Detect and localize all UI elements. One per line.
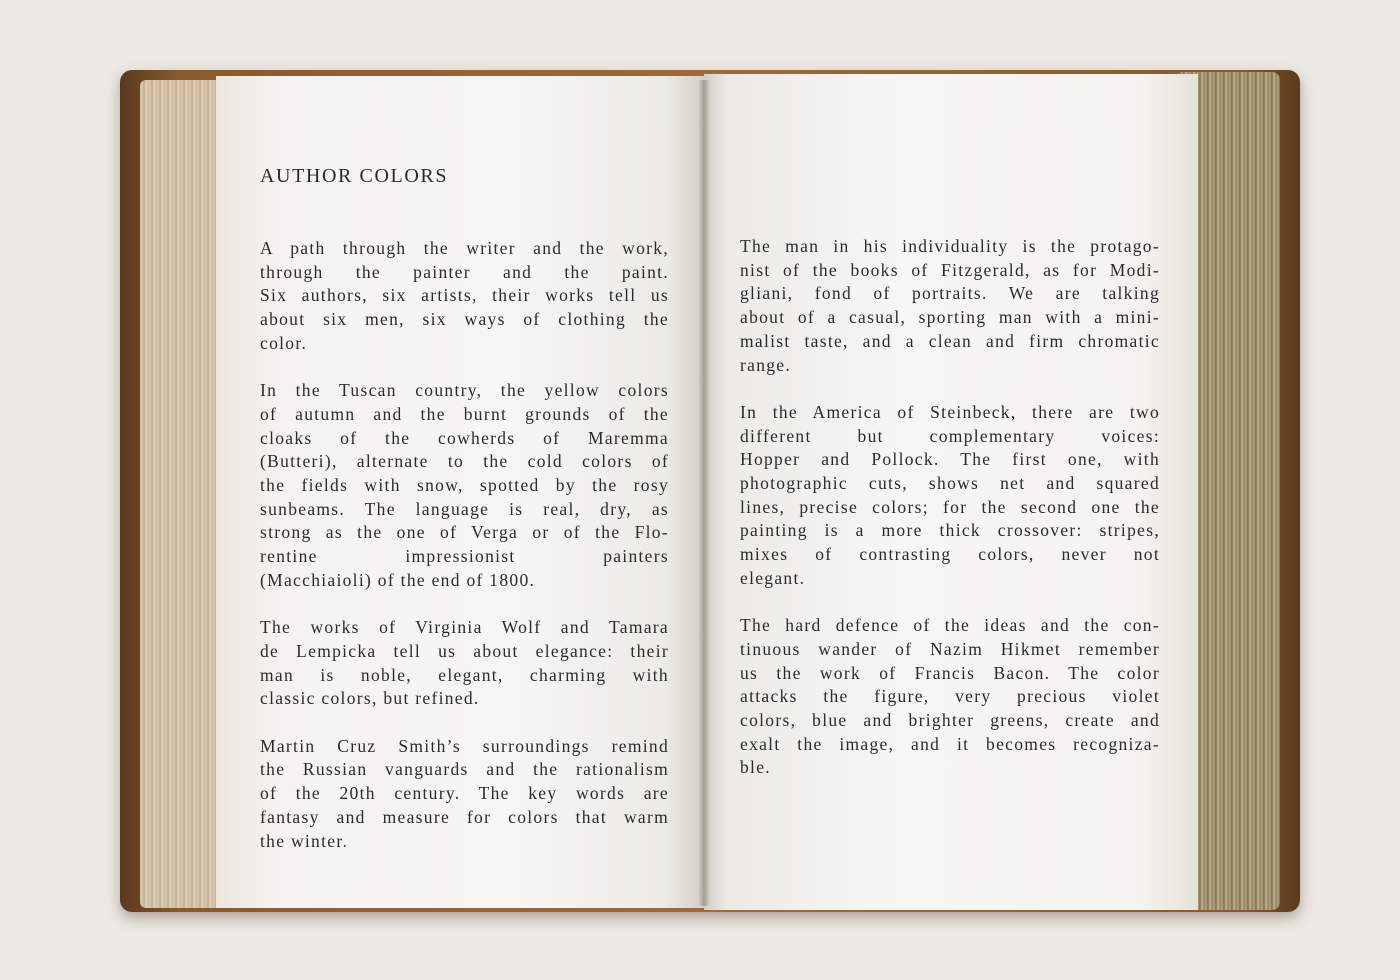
text-line: the fields with snow, spotted by the rosy	[260, 475, 669, 496]
text-line: classic colors, but refined.	[260, 688, 480, 709]
text-line: ble.	[740, 757, 771, 778]
text-line: gliani, fond of portraits. We are talking	[740, 283, 1160, 304]
text-line: In the America of Steinbeck, there are two	[740, 401, 1160, 422]
text-line: different but complementary voices:	[740, 425, 1160, 446]
text-line: de Lempicka tell us about elegance: their	[260, 640, 669, 661]
text-line: rentine impressionist painters	[260, 546, 669, 567]
paragraph	[260, 616, 669, 711]
text-line: mixes of contrasting colors, never not	[740, 544, 1160, 565]
text-line: color.	[260, 332, 308, 353]
text-line: lines, precise colors; for the second one the	[740, 496, 1160, 517]
text-line: man is noble, elegant, charming with	[260, 664, 669, 685]
text-line: elegant.	[740, 567, 806, 588]
text-line: painting is a more thick crossover: stripes,	[740, 520, 1160, 541]
text-line: of autumn and the burnt grounds of the	[260, 403, 669, 424]
text-line: exalt the image, and it becomes recogniza-	[740, 733, 1160, 754]
text-line: colors, blue and brighter greens, create and	[740, 710, 1160, 731]
paragraph	[260, 237, 669, 356]
text-line: about of a casual, sporting man with a mini-	[740, 307, 1160, 328]
text-line: the winter.	[260, 830, 349, 851]
paragraph	[260, 735, 669, 854]
text-line: Six authors, six artists, their works tell us	[260, 285, 669, 306]
text-line: cloaks of the cowherds of Maremma	[260, 427, 669, 448]
text-line: range.	[740, 354, 792, 375]
text-line: Hopper and Pollock. The first one, with	[740, 449, 1160, 470]
text-line: photographic cuts, shows net and squared	[740, 473, 1160, 494]
paragraph	[260, 379, 669, 592]
text-line: about six men, six ways of clothing the	[260, 309, 669, 330]
text-line: nist of the books of Fitzgerald, as for Modi-	[740, 259, 1160, 280]
book-gutter	[698, 80, 710, 906]
text-line: A path through the writer and the work,	[260, 238, 669, 258]
text-line: of the 20th century. The key words are	[260, 783, 669, 804]
text-line: attacks the figure, very precious violet	[740, 686, 1160, 707]
right-text-column	[740, 235, 1160, 804]
text-line: (Macchiaioli) of the end of 1800.	[260, 569, 536, 590]
text-line: the Russian vanguards and the rationalism	[260, 759, 669, 780]
text-line: The man in his individuality is the protago-	[740, 236, 1160, 256]
text-line: sunbeams. The language is real, dry, as	[260, 498, 669, 519]
text-line: fantasy and measure for colors that warm	[260, 806, 669, 827]
text-line: malist taste, and a clean and firm chromatic	[740, 330, 1160, 351]
text-line: through the painter and the paint.	[260, 261, 669, 282]
text-line: In the Tuscan country, the yellow colors	[260, 380, 669, 401]
text-line: strong as the one of Verga or of the Flo-	[260, 522, 669, 543]
text-line: Martin Cruz Smith’s surroundings remind	[260, 735, 669, 756]
paragraph	[740, 614, 1160, 780]
paragraph	[740, 401, 1160, 591]
page-heading: AUTHOR COLORS	[260, 165, 449, 187]
text-line: The hard defence of the ideas and the con-	[740, 615, 1160, 636]
paragraph	[740, 235, 1160, 377]
left-text-column	[260, 237, 669, 877]
text-line: tinuous wander of Nazim Hikmet remember	[740, 638, 1160, 659]
text-line: us the work of Francis Bacon. The color	[740, 662, 1160, 683]
text-line: (Butteri), alternate to the cold colors of	[260, 451, 669, 472]
text-line: The works of Virginia Wolf and Tamara	[260, 617, 669, 638]
